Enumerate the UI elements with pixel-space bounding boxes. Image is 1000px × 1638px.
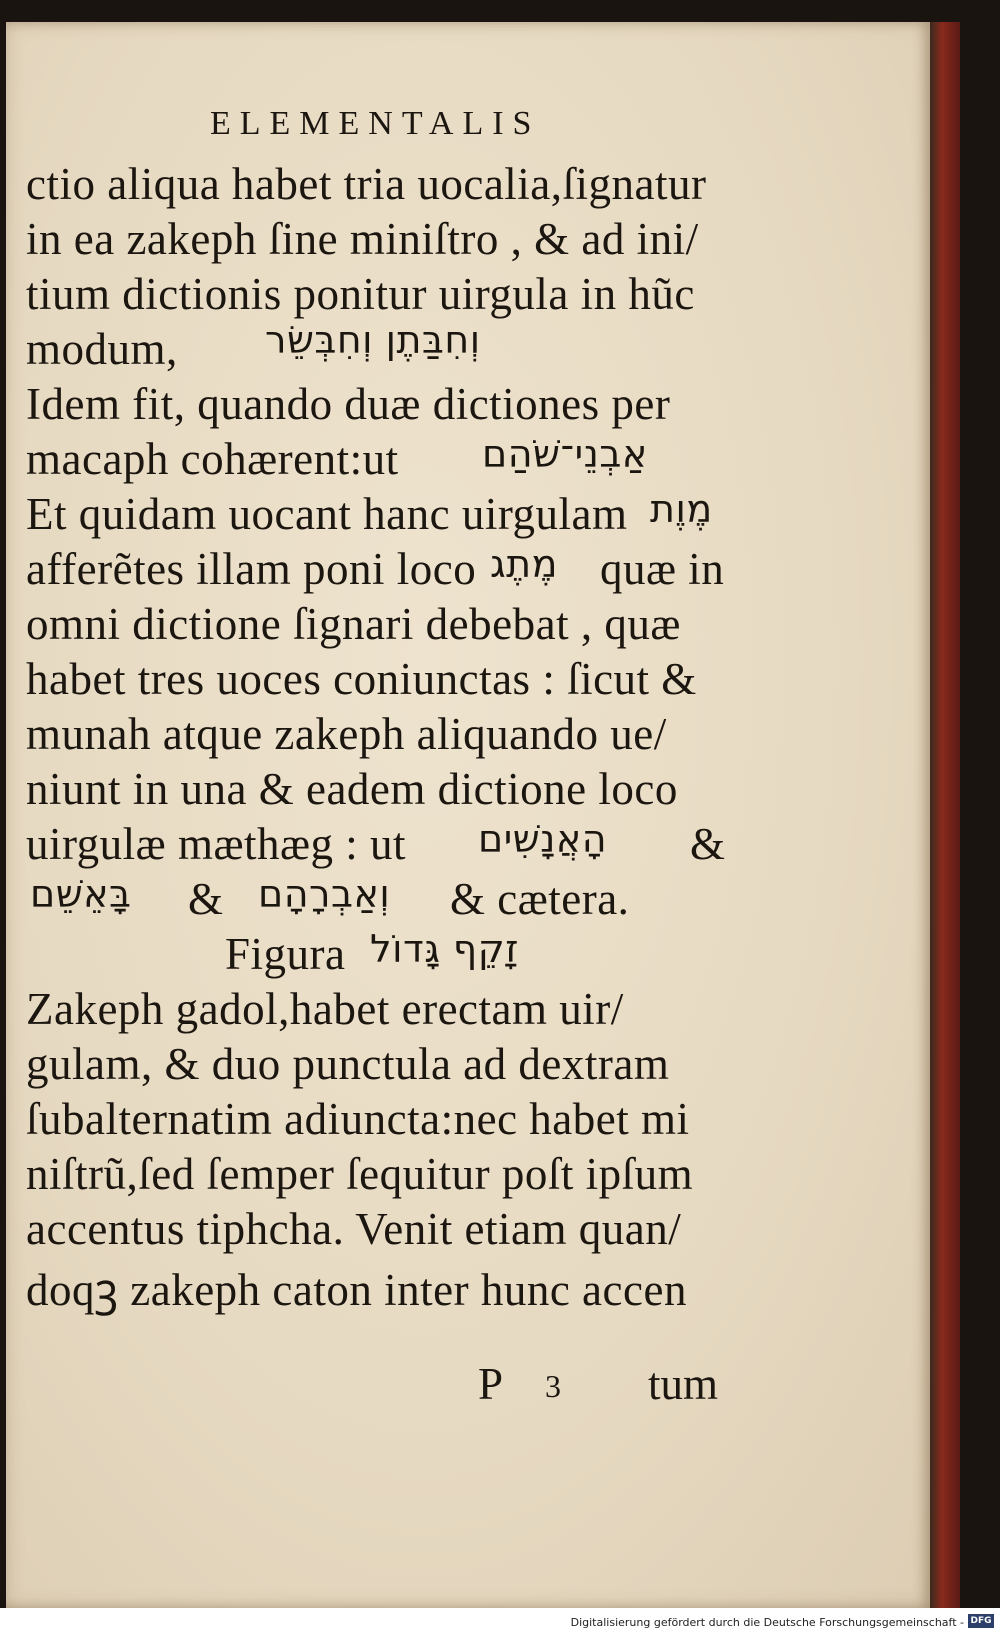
- figura-label: Figura: [225, 929, 346, 979]
- hebrew-word: הָאֲנָשִׁים: [478, 817, 608, 861]
- text-line: Idem fit, quando duæ dictiones per: [26, 379, 671, 429]
- text-line: niunt in una & eadem dictione loco: [26, 764, 678, 814]
- text-line: in ea zakeph ſine miniſtro , & ad ini/: [26, 214, 699, 264]
- hebrew-word: אַבְנֵי־שֹׁהַם: [482, 432, 648, 476]
- text-line: ſubalternatim adiuncta:nec habet mi: [26, 1094, 690, 1144]
- text-line: Et quidam uocant hanc uirgulam: [26, 489, 628, 539]
- text-line: ctio aliqua habet tria uocalia,ſignatur: [26, 159, 707, 209]
- text-line: omni dictione ſignari debebat , quæ: [26, 599, 681, 649]
- signature-number: 3: [545, 1368, 561, 1404]
- hebrew-word: בָּאֵשֵׁם: [30, 872, 132, 916]
- text-line: afferẽtes illam poni loco: [26, 544, 477, 594]
- running-head: ELEMENTALIS: [210, 105, 541, 142]
- text-fragment: quæ in: [600, 544, 725, 594]
- text-fragment: &: [690, 819, 726, 869]
- text-fragment: &: [188, 874, 224, 924]
- signature-mark: P: [478, 1359, 504, 1409]
- hebrew-word: וְאַבְרָהָם: [258, 872, 391, 916]
- catchword: tum: [648, 1359, 719, 1409]
- hebrew-word: מֶוֶת: [650, 487, 713, 531]
- text-line: tium dictionis ponitur uirgula in hũc: [26, 269, 695, 319]
- text-line: doqꝫ zakeph caton inter hunc accen: [26, 1265, 687, 1315]
- text-line: habet tres uoces coniunctas : ſicut &: [26, 654, 697, 704]
- text-line: gulam, & duo punctula ad dextram: [26, 1039, 670, 1089]
- text-line: niſtrũ,ſed ſemper ſequitur poſt ipſum: [26, 1149, 694, 1199]
- text-line: uirgulæ mæthæg : ut: [26, 819, 406, 869]
- text-line: munah atque zakeph aliquando ue/: [26, 709, 667, 759]
- dfg-logo: DFG: [968, 1614, 994, 1628]
- text-line: macaph cohærent:ut: [26, 434, 399, 484]
- hebrew-word: וְחִבַּתֶן וְחִבְּשֵׂר: [265, 318, 481, 362]
- book-spine: [930, 22, 960, 1608]
- footer-credit: Digitalisierung gefördert durch die Deutsche Forschungsgemeinschaft -: [570, 1616, 964, 1629]
- text-line: accentus tiphcha. Venit etiam quan/: [26, 1204, 682, 1254]
- text-fragment: & cætera.: [450, 874, 630, 924]
- text-line: modum,: [26, 324, 178, 374]
- hebrew-word: מֶתֶג: [490, 542, 558, 586]
- text-line: Zakeph gadol,habet erectam uir/: [26, 984, 624, 1034]
- hebrew-heading: זָקֵף גָּדוֹל: [370, 927, 519, 971]
